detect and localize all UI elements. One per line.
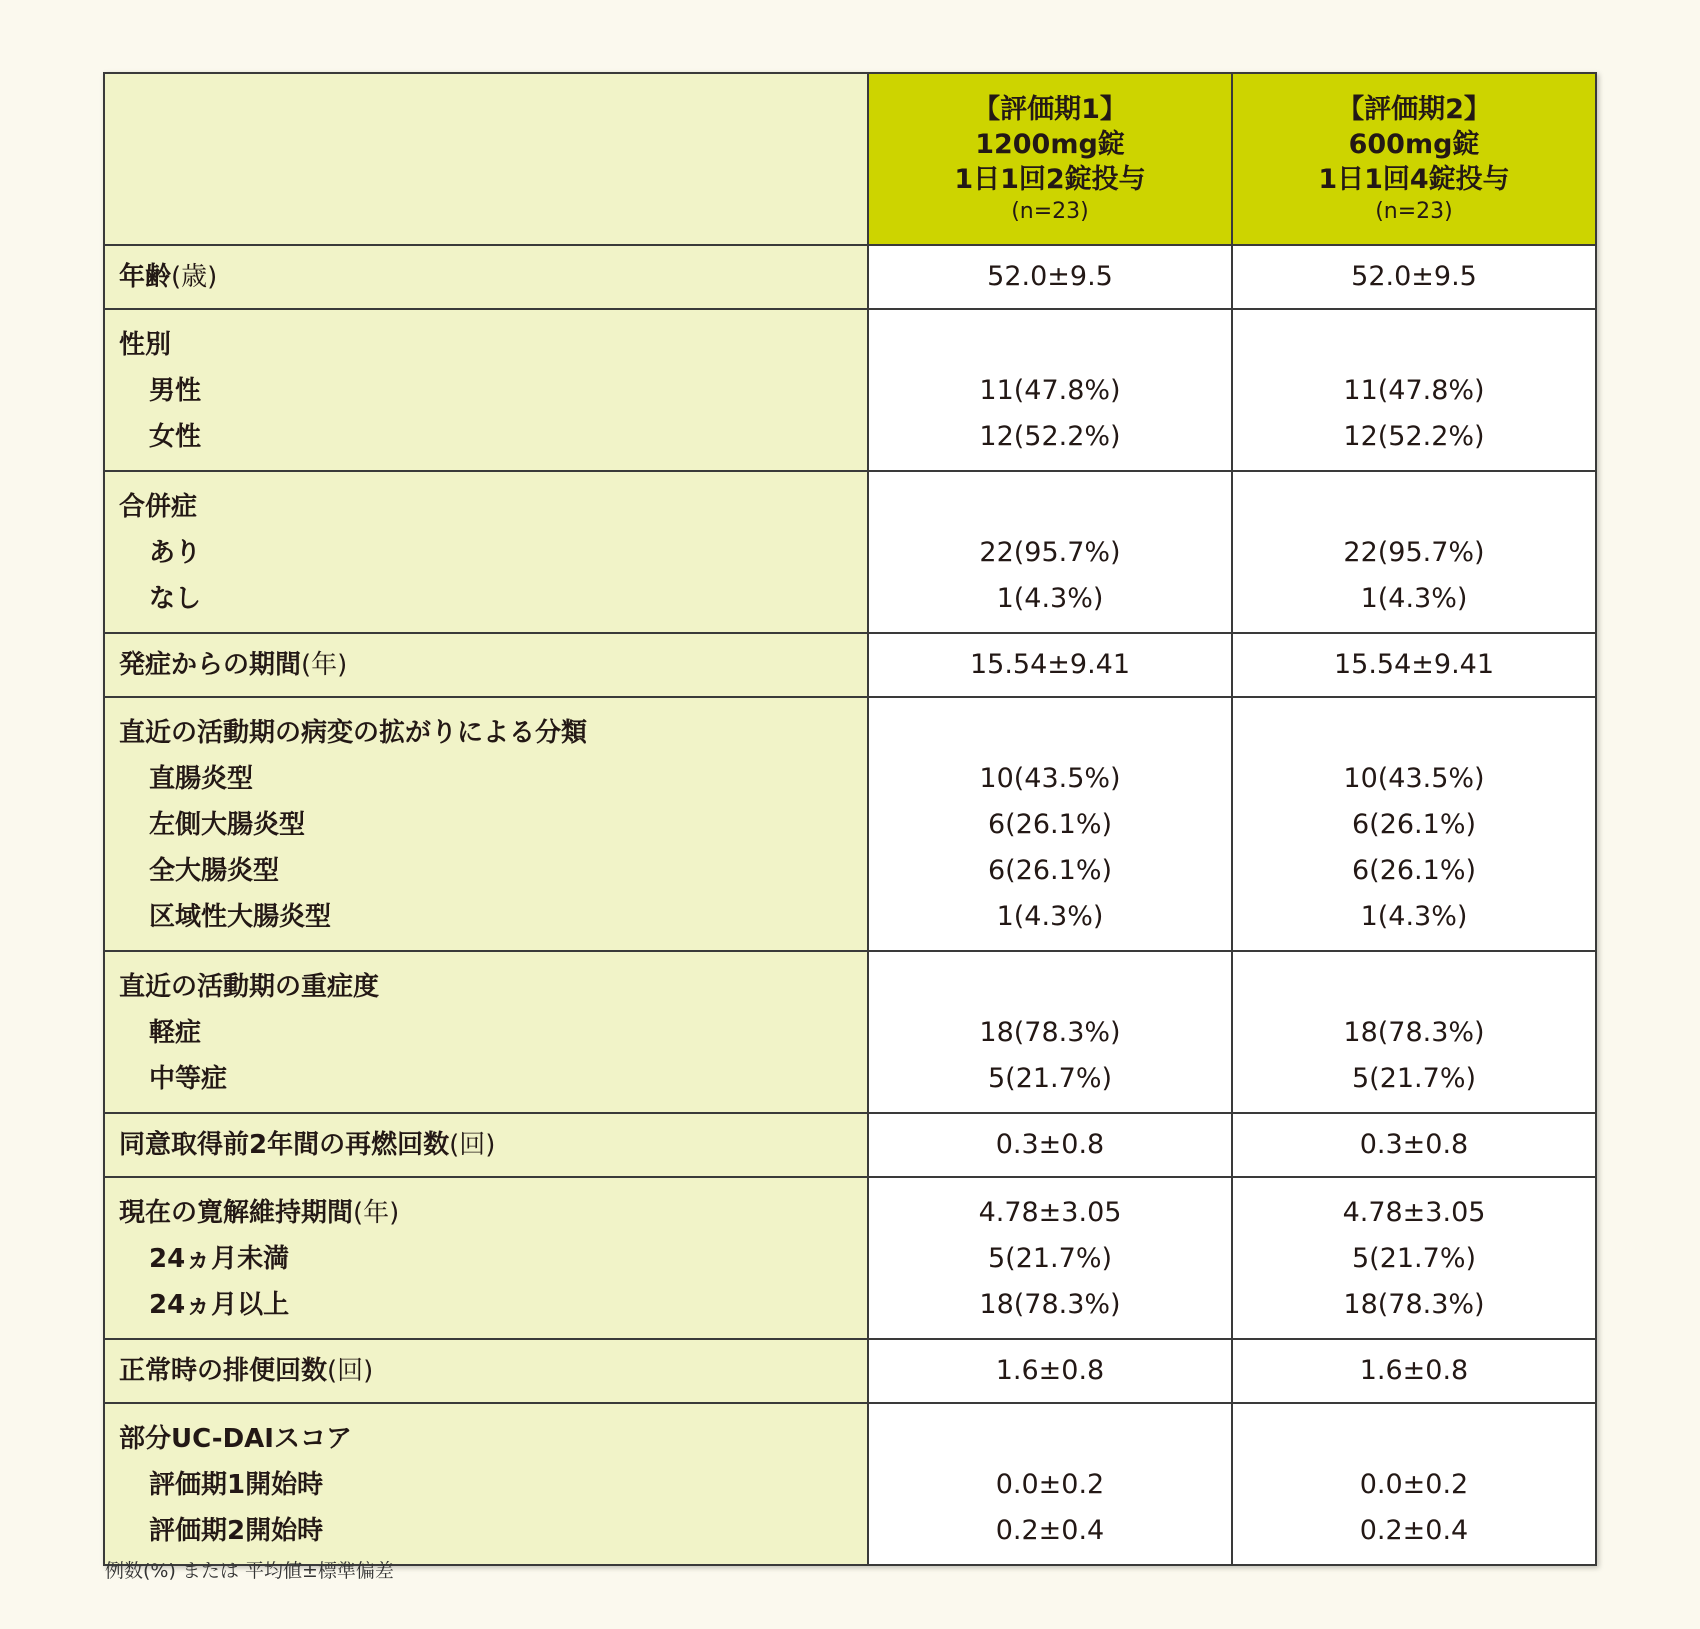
sub-row-value: 10(43.5%)	[1343, 763, 1485, 794]
period1-value-cell	[868, 309, 1232, 471]
period2-value-cell	[1232, 1113, 1596, 1177]
blank-line	[1233, 710, 1595, 756]
sub-row-value: 12(52.2%)	[979, 421, 1121, 452]
sub-row-value: 18(78.3%)	[979, 1017, 1121, 1048]
sub-row-label: 評価期1開始時	[149, 1470, 324, 1500]
row-label-text: 発症からの期間	[119, 650, 302, 680]
sub-row-value: 0.0±0.2	[1359, 1469, 1469, 1500]
sub-row-value: 6(26.1%)	[987, 855, 1113, 886]
row-label-cell	[104, 1339, 868, 1403]
row-label-text: 現在の寛解維持期間	[119, 1198, 354, 1228]
table-row	[104, 1113, 1596, 1177]
row-value: 52.0±9.5	[987, 261, 1113, 292]
sub-row-label: 24ヵ月以上	[149, 1290, 290, 1320]
sub-row-value: 1(4.3%)	[996, 901, 1104, 932]
sub-row-label: 男性	[149, 376, 202, 406]
row-label-unit: (年)	[301, 650, 348, 680]
row-label-cell	[104, 1177, 868, 1339]
sub-row-value: 18(78.3%)	[979, 1289, 1121, 1320]
row-value: 4.78±3.05	[978, 1197, 1122, 1228]
row-label-cell	[104, 633, 868, 697]
sub-row-value: 5(21.7%)	[987, 1063, 1113, 1094]
header-label-cell	[104, 73, 868, 245]
table-row	[104, 697, 1596, 951]
row-label-unit: (回)	[449, 1130, 496, 1160]
sub-row-value: 11(47.8%)	[1343, 375, 1485, 406]
row-value: 1.6±0.8	[1359, 1355, 1469, 1386]
sub-row-value: 5(21.7%)	[1351, 1243, 1477, 1274]
row-label-cell	[104, 1403, 868, 1565]
sub-row-value: 18(78.3%)	[1343, 1017, 1485, 1048]
row-label	[105, 1190, 867, 1236]
row-value: 15.54±9.41	[1333, 649, 1495, 680]
patient-characteristics-table	[103, 72, 1597, 1566]
period1-value-cell	[868, 1113, 1232, 1177]
row-label-cell	[104, 951, 868, 1113]
period2-value-cell	[1232, 951, 1596, 1113]
sub-row-value: 0.2±0.4	[995, 1515, 1105, 1546]
row-value: 0.3±0.8	[1359, 1129, 1469, 1160]
table-row	[104, 245, 1596, 309]
sub-row-label: 軽症	[149, 1018, 202, 1048]
row-label-cell	[104, 697, 868, 951]
blank-line	[1233, 1416, 1595, 1462]
sub-row-value: 5(21.7%)	[1351, 1063, 1477, 1094]
table-row	[104, 471, 1596, 633]
period2-value-cell	[1232, 471, 1596, 633]
table-row	[104, 633, 1596, 697]
blank-line	[1233, 484, 1595, 530]
sub-row-value: 12(52.2%)	[1343, 421, 1485, 452]
row-label	[105, 1416, 867, 1462]
sub-row-value: 22(95.7%)	[1343, 537, 1485, 568]
sub-row-label: なし	[149, 584, 202, 614]
sub-row-value: 6(26.1%)	[1351, 809, 1477, 840]
header-row	[104, 73, 1596, 245]
header-period1	[868, 73, 1232, 245]
row-value: 4.78±3.05	[1342, 1197, 1486, 1228]
period1-value-cell	[868, 1177, 1232, 1339]
sub-row-value: 22(95.7%)	[979, 537, 1121, 568]
blank-line	[1233, 964, 1595, 1010]
sub-row-value: 1(4.3%)	[1360, 583, 1468, 614]
row-label-text: 性別	[119, 330, 172, 360]
row-label-cell	[104, 309, 868, 471]
row-label	[105, 254, 867, 300]
sub-row-label: 評価期2開始時	[149, 1516, 324, 1546]
row-value: 1.6±0.8	[995, 1355, 1105, 1386]
sub-row-label: 全大腸炎型	[149, 856, 280, 886]
row-value: 15.54±9.41	[969, 649, 1131, 680]
row-label-cell	[104, 245, 868, 309]
blank-line	[869, 1416, 1231, 1462]
sub-row-label: 直腸炎型	[149, 764, 254, 794]
period1-value-cell	[868, 471, 1232, 633]
footnote: 例数(%) または 平均値±標準偏差	[105, 1560, 394, 1582]
period2-value-cell	[1232, 1339, 1596, 1403]
row-label-text: 直近の活動期の病変の拡がりによる分類	[119, 718, 588, 748]
blank-line	[869, 710, 1231, 756]
header-period2-title: 【評価期2】	[1337, 93, 1491, 125]
row-label-text: 年齢	[119, 262, 172, 292]
table-row	[104, 1177, 1596, 1339]
header-period2-dose: 600mg錠	[1348, 128, 1480, 160]
sub-row-label: 左側大腸炎型	[149, 810, 306, 840]
period2-value-cell	[1232, 697, 1596, 951]
row-label-text: 同意取得前2年間の再燃回数	[119, 1130, 450, 1160]
period2-value-cell	[1232, 633, 1596, 697]
period1-value-cell	[868, 1339, 1232, 1403]
period2-value-cell	[1232, 1177, 1596, 1339]
sub-row-label: 24ヵ月未満	[149, 1244, 290, 1274]
sub-row-value: 18(78.3%)	[1343, 1289, 1485, 1320]
header-period1-regimen: 1日1回2錠投与	[954, 163, 1146, 195]
blank-line	[869, 484, 1231, 530]
table-row	[104, 1339, 1596, 1403]
row-label-text: 合併症	[119, 492, 198, 522]
sub-row-label: 女性	[149, 422, 202, 452]
period2-value-cell	[1232, 309, 1596, 471]
table-row	[104, 1403, 1596, 1565]
sub-row-label: あり	[149, 538, 202, 568]
row-label	[105, 1122, 867, 1168]
sub-row-value: 1(4.3%)	[1360, 901, 1468, 932]
sub-row-label: 中等症	[149, 1064, 228, 1094]
header-period2	[1232, 73, 1596, 245]
row-label-cell	[104, 471, 868, 633]
table-row	[104, 309, 1596, 471]
row-value: 52.0±9.5	[1351, 261, 1477, 292]
period1-value-cell	[868, 697, 1232, 951]
sub-row-value: 6(26.1%)	[987, 809, 1113, 840]
row-label	[105, 642, 867, 688]
row-label	[105, 322, 867, 368]
period1-value-cell	[868, 1403, 1232, 1565]
sub-row-value: 11(47.8%)	[979, 375, 1121, 406]
blank-line	[869, 322, 1231, 368]
row-label-unit: (回)	[327, 1356, 374, 1386]
row-label-cell	[104, 1113, 868, 1177]
row-label-text: 部分UC-DAIスコア	[119, 1424, 352, 1454]
row-label	[105, 710, 867, 756]
row-label-unit: (年)	[353, 1198, 400, 1228]
sub-row-value: 0.0±0.2	[995, 1469, 1105, 1500]
blank-line	[869, 964, 1231, 1010]
row-label	[105, 964, 867, 1010]
period1-value-cell	[868, 245, 1232, 309]
row-label-unit: (歳)	[171, 262, 218, 292]
sub-row-value: 0.2±0.4	[1359, 1515, 1469, 1546]
table-row	[104, 951, 1596, 1113]
period2-value-cell	[1232, 1403, 1596, 1565]
period1-value-cell	[868, 951, 1232, 1113]
header-period1-dose: 1200mg錠	[975, 128, 1125, 160]
row-value: 0.3±0.8	[995, 1129, 1105, 1160]
header-period2-n: (n=23)	[1375, 198, 1453, 224]
header-period1-title: 【評価期1】	[973, 93, 1127, 125]
header-period2-regimen: 1日1回4錠投与	[1318, 163, 1510, 195]
period1-value-cell	[868, 633, 1232, 697]
period2-value-cell	[1232, 245, 1596, 309]
blank-line	[1233, 322, 1595, 368]
row-label	[105, 1348, 867, 1394]
sub-row-value: 5(21.7%)	[987, 1243, 1113, 1274]
sub-row-value: 10(43.5%)	[979, 763, 1121, 794]
row-label-text: 正常時の排便回数	[119, 1356, 328, 1386]
sub-row-value: 6(26.1%)	[1351, 855, 1477, 886]
row-label-text: 直近の活動期の重症度	[119, 972, 380, 1002]
sub-row-label: 区域性大腸炎型	[149, 902, 332, 932]
header-period1-n: (n=23)	[1011, 198, 1089, 224]
row-label	[105, 484, 867, 530]
table-body	[104, 245, 1596, 1565]
sub-row-value: 1(4.3%)	[996, 583, 1104, 614]
